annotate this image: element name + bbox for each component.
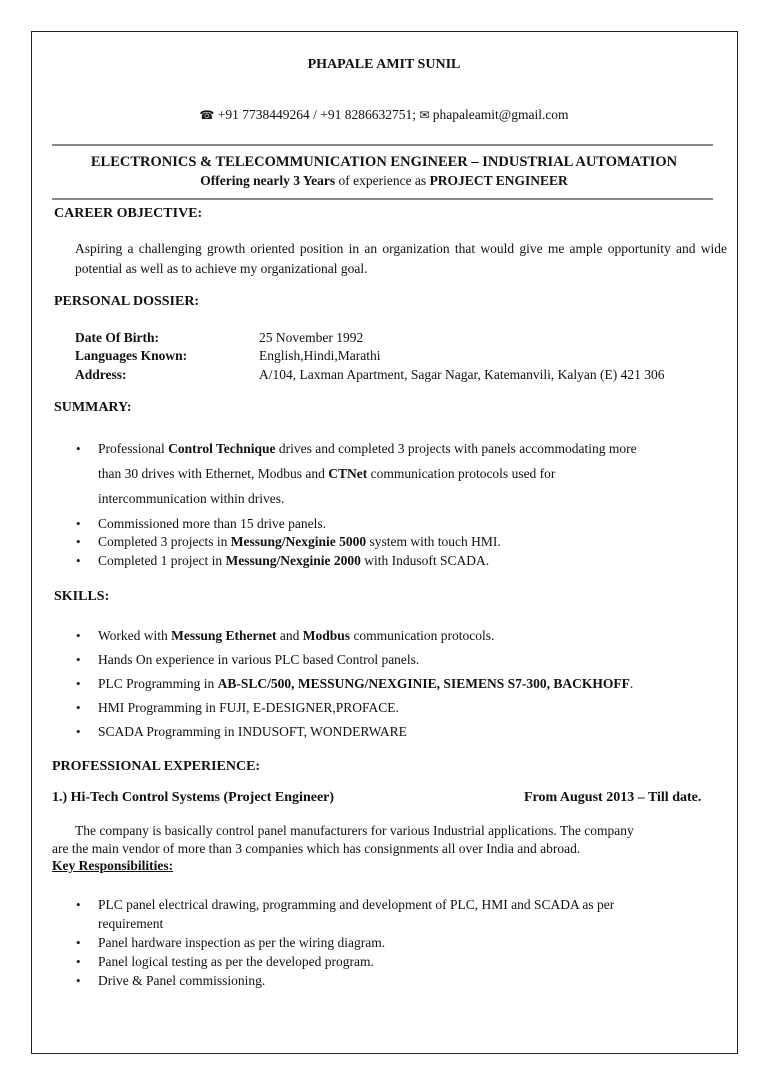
headline-offer: Offering nearly 3 Years of experience as PROJECT ENGINEER (200, 173, 568, 188)
job-dates: From August 2013 – Till date. (524, 790, 702, 805)
career-objective-heading: CAREER OBJECTIVE: (54, 206, 203, 221)
envelope-icon: ✉ (419, 108, 430, 122)
list-item: • PLC Programming in AB-SLC/500, MESSUNG/NEXGINIE, SIEMENS S7-300, BACKHOFF. (74, 672, 633, 696)
dob-value: 25 November 1992 (259, 330, 364, 345)
contact-line (0, 107, 768, 123)
career-objective-text: Aspiring a challenging growth oriented position in an organization that would give me ample opportunity and wide potential as well as to achieve my organizational goal. (75, 241, 727, 276)
list-item: • PLC panel electrical drawing, programming and development of PLC, HMI and SCADA as per requirement (74, 895, 614, 933)
headline-title: ELECTRONICS & TELECOMMUNICATION ENGINEER – INDUSTRIAL AUTOMATION (90, 154, 678, 170)
address-value: A/104, Laxman Apartment, Sagar Nagar, Katemanvili, Kalyan (E) 421 306 (259, 367, 665, 382)
phone-numbers: +91 7738449264 / +91 8286632751; (217, 107, 416, 122)
divider-bottom (52, 198, 713, 200)
key-responsibilities-heading: Key Responsibilities: (52, 858, 174, 873)
responsibilities-list (74, 895, 614, 990)
list-item: • Commissioned more than 15 drive panels. (74, 511, 637, 536)
dob-label: Date Of Birth: (75, 330, 159, 345)
summary-heading: SUMMARY: (54, 400, 132, 415)
list-item-continued: intercommunication within drives. (98, 491, 285, 506)
list-item: • Completed 3 projects in Messung/Nexginie 5000 system with touch HMI. (74, 532, 501, 551)
list-item: • SCADA Programming in INDUSOFT, WONDERWARE (74, 720, 633, 744)
company-description-line1: The company is basically control panel manufacturers for various Industrial applications. The company (75, 823, 634, 838)
experience-heading: PROFESSIONAL EXPERIENCE: (52, 759, 261, 774)
languages-value: English,Hindi,Marathi (259, 348, 381, 363)
skills-heading: SKILLS: (54, 589, 110, 604)
list-item: • Professional Control Technique drives and completed 3 projects with panels accommodating more (74, 436, 637, 461)
languages-label: Languages Known: (75, 348, 188, 363)
summary-list (74, 436, 637, 536)
list-item: • Panel hardware inspection as per the wiring diagram. (74, 933, 614, 952)
list-item: • Panel logical testing as per the developed program. (74, 952, 614, 971)
skills-list (74, 624, 633, 744)
list-item: • Drive & Panel commissioning. (74, 971, 614, 990)
company-description-line2: are the main vendor of more than 3 companies which has consignments all over India and abroad. (52, 841, 581, 856)
list-item: • Hands On experience in various PLC based Control panels. (74, 648, 633, 672)
email-address[interactable]: phapaleamit@gmail.com (432, 107, 569, 122)
job-title: 1.) Hi-Tech Control Systems (Project Engineer) (52, 790, 335, 805)
list-item: • Worked with Messung Ethernet and Modbus communication protocols. (74, 624, 633, 648)
phone-icon: ☎ (199, 108, 215, 122)
candidate-name: PHAPALE AMIT SUNIL (307, 57, 461, 72)
summary-list-2 (74, 532, 501, 570)
address-label: Address: (75, 367, 127, 382)
divider-top (52, 144, 713, 146)
list-item-continued: than 30 drives with Ethernet, Modbus and CTNet communication protocols used for (98, 466, 556, 481)
list-item: • HMI Programming in FUJI, E-DESIGNER,PROFACE. (74, 696, 633, 720)
personal-dossier-heading: PERSONAL DOSSIER: (54, 294, 200, 309)
list-item: • Completed 1 project in Messung/Nexginie 2000 with Indusoft SCADA. (74, 551, 501, 570)
